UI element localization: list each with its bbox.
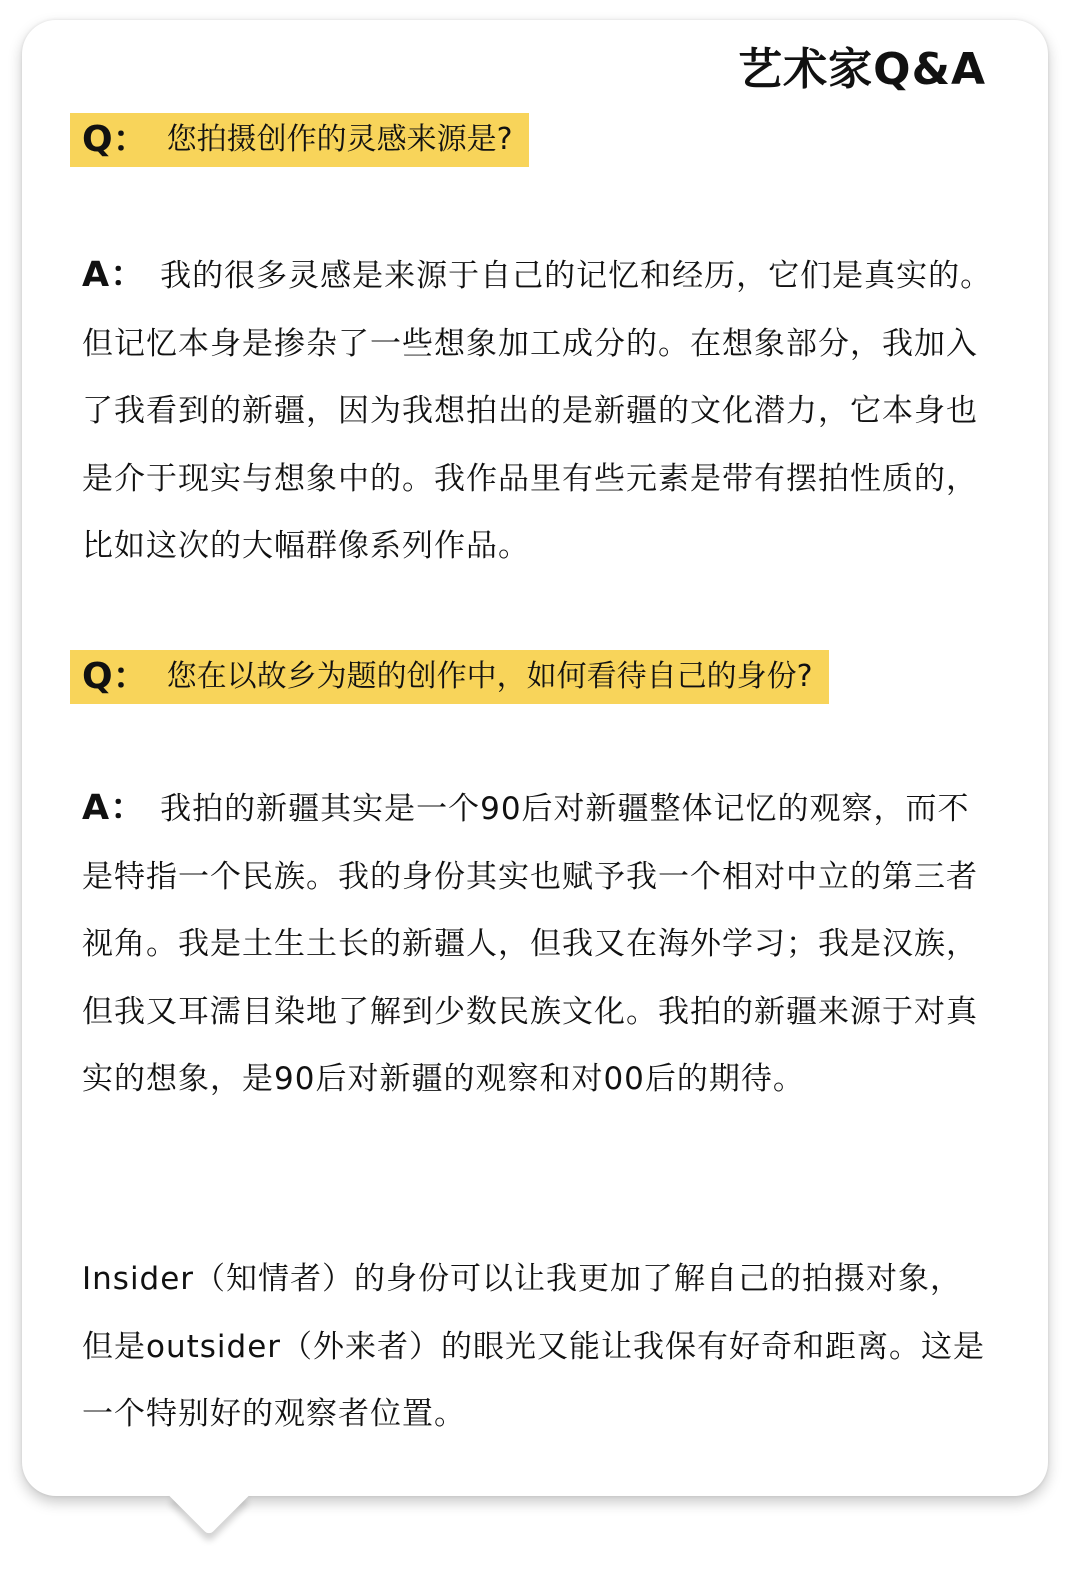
answer-text: 我拍的新疆其实是一个90后对新疆整体记忆的观察，而不是特指一个民族。我的身份其实也赋予我一个相对中立的第三者视角。我是土生土长的新疆人，但我又在海外学习；我是汉族，但我又耳濡目染地了解到少数民族文化。我拍的新疆来源于对真实的想象，是90后对新疆的观察和对00后的期待。: [82, 791, 978, 1097]
answer-text: 我的很多灵感是来源于自己的记忆和经历，它们是真实的。但记忆本身是掺杂了一些想象加工成分的。在想象部分，我加入了我看到的新疆，因为我想拍出的是新疆的文化潜力，它本身也是介于现实与想象中的。我作品里有些元素是带有摆拍性质的，比如这次的大幅群像系列作品。: [82, 258, 993, 564]
question-1: [70, 113, 529, 167]
answer-extra-text: Insider（知情者）的身份可以让我更加了解自己的拍摄对象，但是outsider（外来者）的眼光又能让我保有好奇和距离。这是一个特别好的观察者位置。: [82, 1261, 986, 1432]
answer-prefix: A：: [82, 255, 147, 295]
question-prefix: Q：: [82, 119, 149, 160]
question-prefix: Q：: [82, 656, 149, 697]
answer-prefix: A：: [82, 788, 147, 828]
answer-1: [82, 242, 994, 581]
question-2: [70, 650, 829, 704]
answer-2-continued: [82, 1246, 994, 1449]
question-text: 您拍摄创作的灵感来源是?: [166, 122, 513, 157]
answer-2: [82, 775, 994, 1114]
question-text: 您在以故乡为题的创作中，如何看待自己的身份?: [166, 659, 813, 694]
page-title: 艺术家Q&A: [738, 44, 986, 95]
